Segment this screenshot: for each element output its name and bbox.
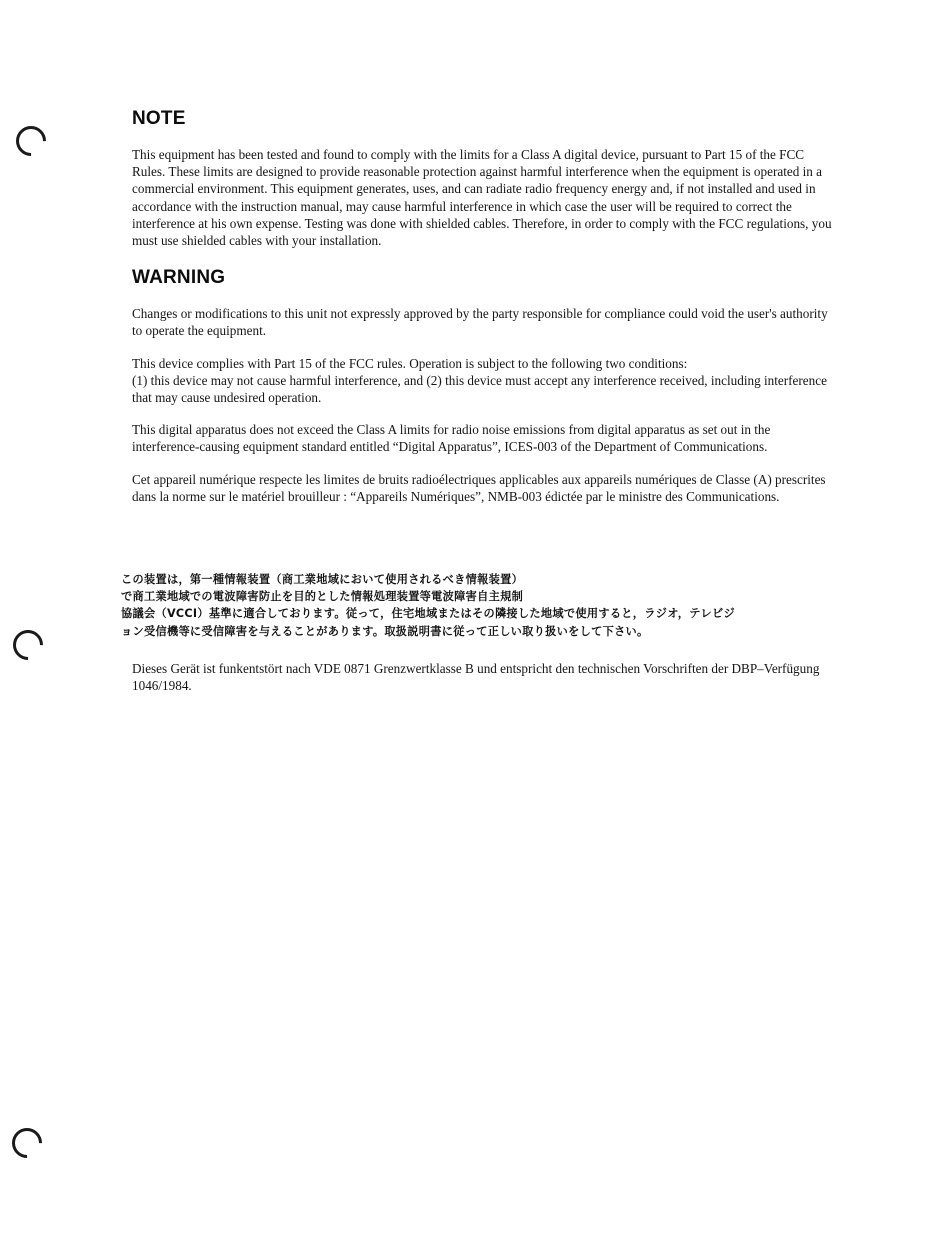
fcc-part15-conditions: (1) this device may not cause harmful interference, and (2) this device must accept any interference received, including interference that may cause undesired operation. (132, 372, 827, 406)
fcc-part15-line1: This device complies with Part 15 of the FCC rules. Operation is subject to the following two conditions: (132, 355, 688, 371)
fcc-part15-text (132, 355, 837, 407)
punch-hole-top (10, 120, 52, 162)
vcci-line-1: この装置は，第一種情報装置（商工業地域において使用されるべき情報装置） (121, 573, 524, 586)
ices-003-text: This digital apparatus does not exceed the Class A limits for radio noise emissions from digital apparatus as set out in the interference-causing equipment standard entitled “Digital Apparatus”, ICES-003 of the Department of Communications. (132, 422, 771, 455)
note-heading: NOTE (132, 108, 186, 129)
vcci-line-3: 協議会（VCCI）基準に適合しております。従って，住宅地域またはその隣接した地域で使用すると，ラジオ，テレビジ (121, 607, 735, 621)
regulatory-notices (132, 108, 837, 520)
punch-hole-bottom (6, 1122, 48, 1164)
nmb-003-french-text: Cet appareil numérique respecte les limites de bruits radioélectriques applicables aux appareils numériques de Classe (A) prescrites dans la norme sur le matériel brouilleur : “Appareils Numériques”, NMB-003 édictée par le ministre des Communications. (132, 471, 826, 504)
vde-german-text: Dieses Gerät ist funkentstört nach VDE 0871 Grenzwertklasse B und entspricht den technischen Vorschriften der DBP–Verfügung 1046/1984. (132, 661, 820, 694)
warning-modifications-text: Changes or modifications to this unit not expressly approved by the party responsible for compliance could void the user's authority to operate the equipment. (132, 306, 828, 339)
vcci-line-4: ョン受信機等に受信障害を与えることがあります。取扱説明書に従って正しい取り扱いをして下さい。 (121, 624, 649, 638)
warning-heading: WARNING (132, 267, 226, 289)
note-body: This equipment has been tested and found to comply with the limits for a Class A digital device, pursuant to Part 15 of the FCC Rules. These limits are designed to provide reasonable protection against harmful interference when the equipment is operated in a commercial environment. This equipment generates, uses, and can radiate radio frequency energy and, if not installed and used in accordance with the instruction manual, may cause harmful interference in which case the user will be required to correct the interference at his own expense. Testing was done with shielded cables. Therefore, in order to comply with the FCC regulations, you must use shielded cables with your installation. (132, 147, 832, 249)
vcci-line-2: で商工業地域での電波障害防止を目的とした情報処理装置等電波障害自主規制 (121, 590, 524, 604)
german-notice (132, 660, 837, 709)
punch-hole-middle (7, 624, 49, 666)
vcci-japanese-notice (121, 571, 846, 640)
